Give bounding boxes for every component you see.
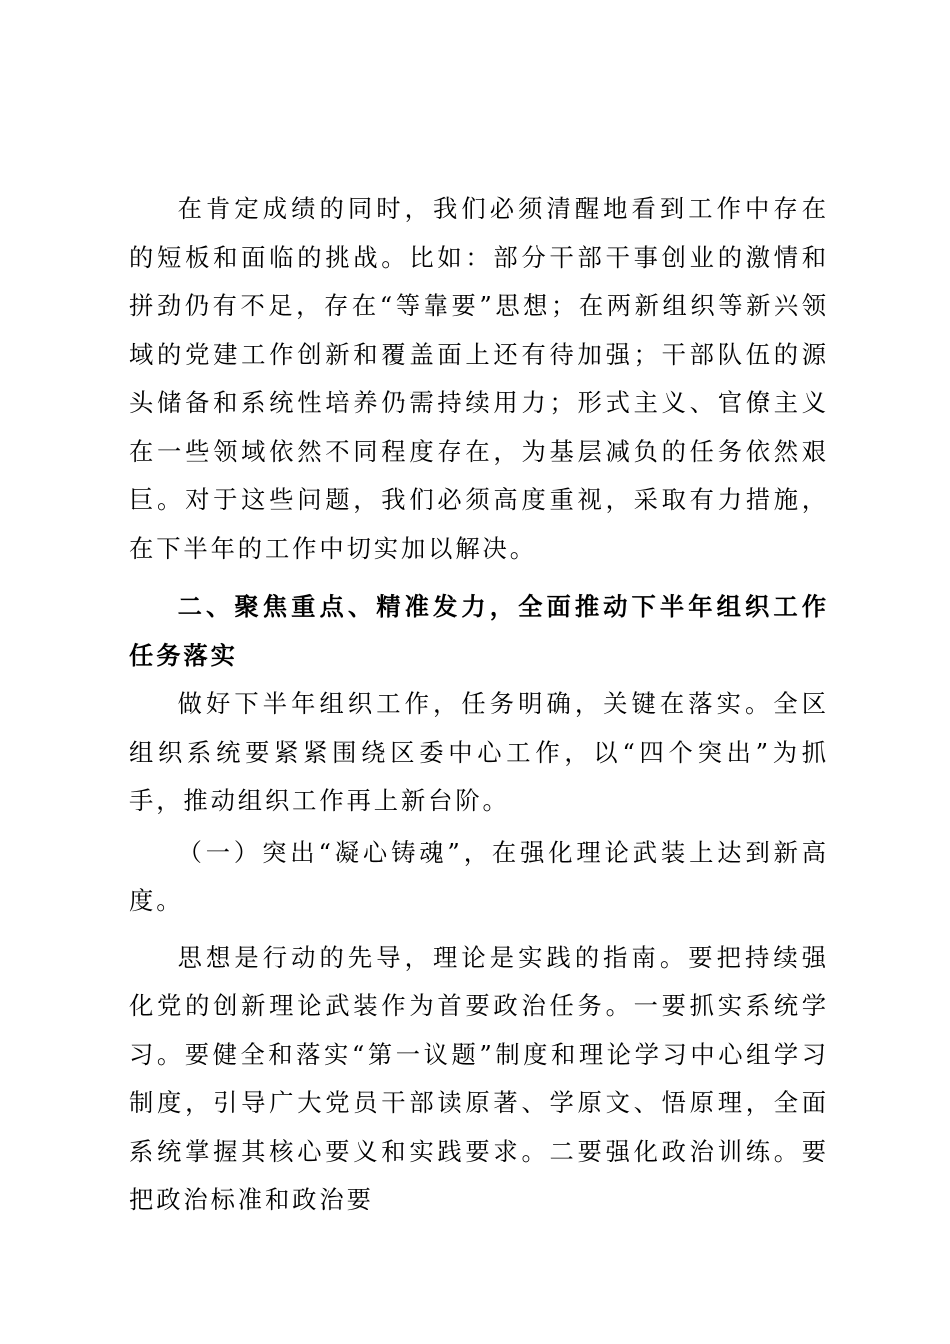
subsection-heading-one: （一）突出“凝心铸魂”，在强化理论武装上达到新高度。 [129,837,829,915]
paragraph-shortcomings: 在肯定成绩的同时，我们必须清醒地看到工作中存在的短板和面临的挑战。比如：部分干部干事创业的激情和拼劲仍有不足，存在“等靠要”思想；在两新组织等新兴领域的党建工作创新和覆盖面上还有待加强；干部队伍的源头储备和系统性培养仍需持续用力；形式主义、官僚主义在一些领域依然不同程度存在，为基层减负的任务依然艰巨。对于这些问题，我们必须高度重视，采取有力措施，在下半年的工作中切实加以解决。 [129,194,829,563]
document-body [129,185,829,1225]
paragraph-section-intro: 做好下半年组织工作，任务明确，关键在落实。全区组织系统要紧紧围绕区委中心工作，以“四个突出”为抓手，推动组织工作再上新台阶。 [129,689,829,815]
section-heading-two: 二、聚焦重点、精准发力，全面推动下半年组织工作任务落实 [129,592,829,670]
paragraph-theory-armament: 思想是行动的先导，理论是实践的指南。要把持续强化党的创新理论武装作为首要政治任务。一要抓实系统学习。要健全和落实“第一议题”制度和理论学习中心组学习制度，引导广大党员干部读原著、学原文、悟原理，全面系统掌握其核心要义和实践要求。二要强化政治训练。要把政治标准和政治要 [129,942,829,1214]
